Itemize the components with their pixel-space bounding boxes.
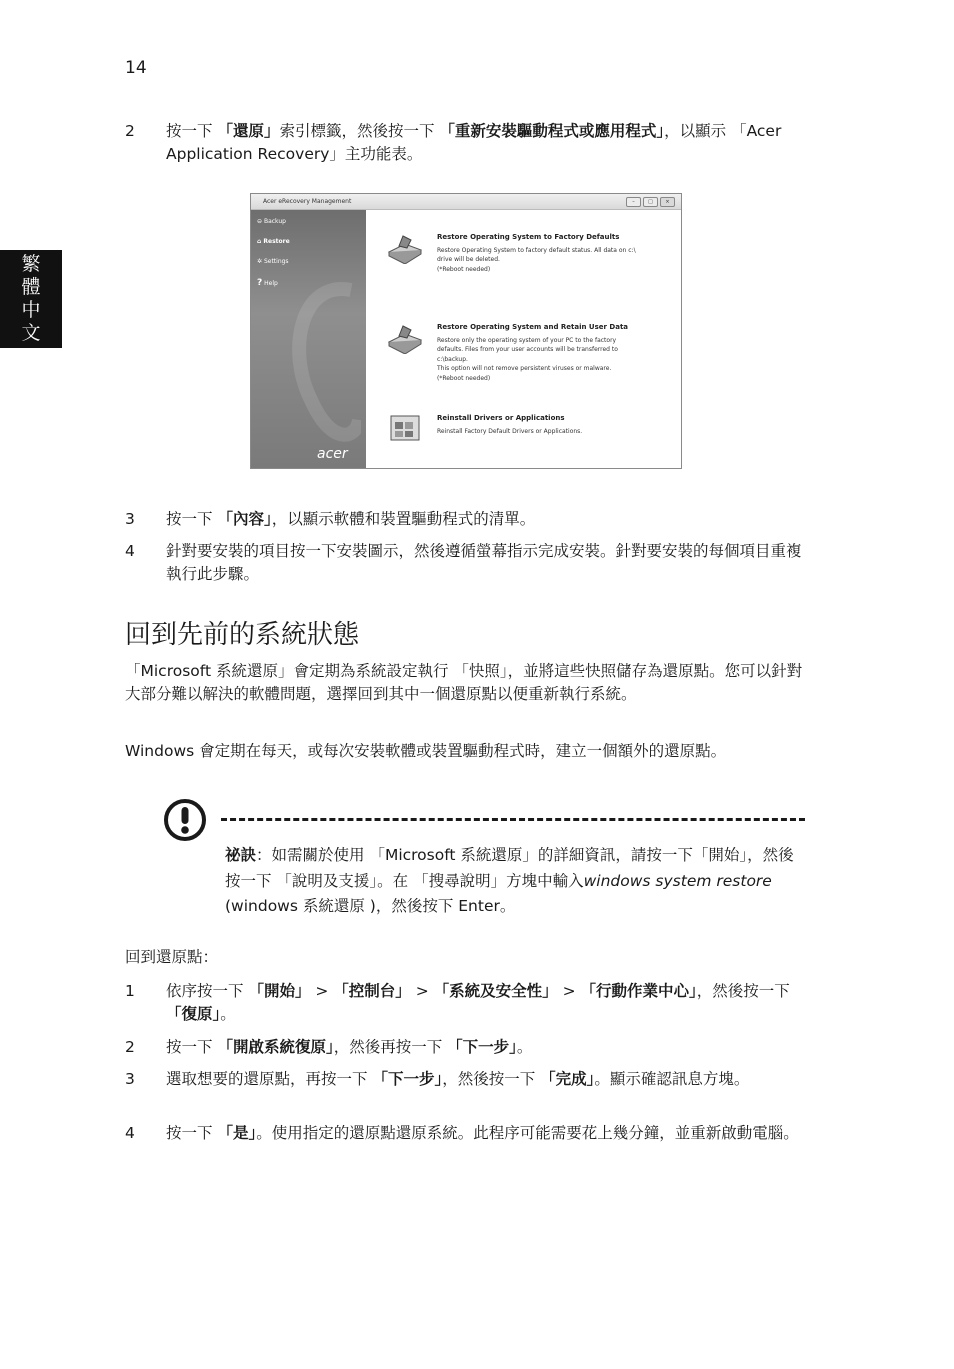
sidebar-item-settings: [257, 258, 289, 265]
help-icon: ?: [257, 278, 263, 288]
step-text-part: >: [557, 982, 581, 1000]
step-text-part: 按一下: [166, 1124, 218, 1142]
step-text-bold: 「開啟系統復原」: [217, 1038, 334, 1056]
option-desc-line: Reinstall Factory Default Drivers or Applications.: [437, 427, 583, 435]
option-desc-line: defaults. Files from your user accounts will be transferred to: [437, 346, 618, 353]
step-text: [166, 540, 805, 586]
step-text-part: 。: [516, 1038, 533, 1056]
step-text-bold: 「復原」: [166, 1005, 221, 1023]
tip-divider: [221, 818, 805, 821]
option-desc-line: This option will not remove persistent viruses or malware.: [437, 365, 612, 372]
sidebar-item-label: Backup: [263, 218, 286, 225]
step-text-bold: 「下一步」: [447, 1038, 517, 1056]
window-main-panel: [367, 210, 681, 468]
tip-italic-text: windows system restore: [583, 871, 772, 890]
sidebar-watermark-e: [281, 270, 361, 460]
step-text-bold: 「下一步」: [372, 1070, 443, 1088]
step-text-part: ，然後按一下: [442, 1070, 541, 1088]
step-item: [125, 1036, 815, 1059]
side-tab-char: 繁: [21, 253, 41, 275]
section-heading: 回到先前的系統狀態: [125, 620, 360, 650]
option-desc-line: (*Reboot needed): [437, 265, 491, 273]
option-title: Reinstall Drivers or Applications: [437, 414, 565, 422]
sidebar-item-help: [257, 278, 278, 288]
option-desc-line: drive will be deleted.: [437, 256, 500, 263]
step-text-part: 。使用指定的還原點還原系統。此程序可能需要花上幾分鐘，並重新啟動電腦。: [256, 1124, 799, 1142]
sidebar-item-backup: [257, 218, 286, 225]
option-desc-line: Restore only the operating system of your PC to the factory: [437, 336, 617, 344]
step-text-bold: 「控制台」: [333, 982, 411, 1000]
step-text: [166, 1036, 815, 1059]
sidebar-item-restore: [257, 238, 290, 245]
step-number: 3: [125, 510, 135, 528]
tip-text-part: ：如需關於使用 「Microsoft 系統還原」的詳細資訊，請按一下「開始」，然後按一下 「說明及支援」。在 「搜尋說明」方塊中輸入: [225, 846, 794, 890]
sidebar-item-label: Help: [264, 280, 278, 287]
window-controls: [626, 197, 675, 207]
step-text-part: 按一下: [166, 510, 218, 528]
step-text-part: 按一下: [166, 1038, 218, 1056]
restore-icon: ⌂: [257, 238, 262, 245]
side-tab-char: 體: [21, 276, 41, 298]
window-title-bar: [251, 194, 681, 210]
option-reinstall-drivers: [437, 414, 677, 436]
disk-retain-icon: [385, 322, 425, 354]
option-desc-line: Restore Operating System to factory default status. All data on c:\: [437, 246, 636, 254]
disk-restore-icon: [385, 232, 425, 264]
step-text: [166, 980, 815, 1026]
option-restore-retain: [437, 323, 677, 383]
option-desc-line: c:\backup.: [437, 355, 468, 363]
step-text-bold: 「內容」: [217, 510, 272, 528]
step-text-bold: 「還原」: [217, 122, 280, 140]
step-text-part: 。顯示確認訊息方塊。: [594, 1070, 750, 1088]
step-number: 4: [125, 542, 135, 560]
page-number: 14: [125, 58, 147, 78]
close-icon: ×: [660, 197, 675, 207]
minimize-icon: –: [626, 197, 641, 207]
maximize-icon: □: [643, 197, 658, 207]
step-number: 3: [125, 1070, 135, 1088]
option-title: Restore Operating System and Retain User Data: [437, 323, 629, 331]
restore-label: 回到還原點：: [125, 948, 219, 966]
step-text-part: >: [310, 982, 334, 1000]
paragraph: Windows 會定期在每天，或每次安裝軟體或裝置驅動程式時，建立一個額外的還原點。: [125, 742, 727, 760]
sidebar-item-label: Settings: [263, 258, 289, 265]
step-text-part: ，以顯示軟體和裝置驅動程式的清單。: [271, 510, 536, 528]
step-text-bold: 「開始」: [248, 982, 311, 1000]
sidebar-item-label: Restore: [263, 238, 290, 245]
language-side-tab: [0, 250, 62, 348]
step-item: [125, 1068, 815, 1091]
step-number: 2: [125, 1038, 135, 1056]
paragraph: 「Microsoft 系統還原」會定期為系統設定執行 「快照」，並將這些快照儲存為還原點。您可以針對大部分難以解決的軟體問題，選擇回到其中一個還原點以便重新執行系統。: [125, 662, 803, 703]
window-title: Acer eRecovery Management: [263, 198, 352, 205]
step-text: [166, 1122, 815, 1145]
step-text-part: ，然後按一下: [696, 982, 790, 1000]
step-item: [125, 508, 805, 531]
step-text-part: ，然後再按一下: [333, 1038, 448, 1056]
window-sidebar: [251, 210, 366, 468]
step-text-bold: 「系統及安全性」: [433, 982, 558, 1000]
step-text: [166, 1068, 815, 1091]
side-tab-char: 文: [21, 322, 41, 344]
side-tab-char: 中: [21, 299, 41, 321]
step-number: 4: [125, 1124, 135, 1142]
step-number: 2: [125, 122, 135, 140]
step-text-part: 。: [220, 1005, 236, 1023]
reinstall-apps-icon: [385, 410, 425, 442]
step-text-part: 依序按一下: [166, 982, 249, 1000]
step-text-part: 按一下: [166, 122, 218, 140]
step-text-part: >: [410, 982, 434, 1000]
option-restore-factory: [437, 233, 677, 274]
step-item: [125, 1122, 815, 1145]
acer-logo: acer: [317, 446, 348, 462]
step-text-part: 索引標籤，然後按一下: [279, 122, 440, 140]
step-text-bold: 「重新安裝驅動程式或應用程式」: [439, 122, 665, 140]
step-text-part: 選取想要的還原點，再按一下: [166, 1070, 373, 1088]
step-text-bold: 「行動作業中心」: [580, 982, 697, 1000]
step-item: [125, 120, 805, 166]
option-desc-line: (*Reboot needed): [437, 374, 491, 382]
step-number: 1: [125, 982, 135, 1000]
tip-label: 祕訣: [225, 846, 257, 864]
step-text-part: 針對要安裝的項目按一下安裝圖示，然後遵循螢幕指示完成安裝。針對要安裝的每個項目重複執行此步驟。: [166, 542, 802, 583]
step-text-bold: 「是」: [217, 1124, 257, 1142]
tip-exclamation-icon: [163, 798, 207, 842]
erecovery-window-screenshot: [250, 193, 682, 469]
step-text-bold: 「完成」: [540, 1070, 595, 1088]
backup-icon: ⊖: [257, 218, 263, 225]
step-item: [125, 980, 815, 1026]
tip-text-part: (windows 系統還原 )，然後按下 Enter。: [225, 897, 516, 915]
step-text: [166, 120, 805, 166]
option-title: Restore Operating System to Factory Defaults: [437, 233, 620, 241]
step-text-part: ，以顯示 「Acer Application Recovery」主功能表。: [166, 122, 782, 163]
gear-icon: ✲: [257, 258, 263, 265]
step-text: [166, 508, 805, 531]
tip-text: [225, 843, 805, 920]
step-item: [125, 540, 805, 586]
